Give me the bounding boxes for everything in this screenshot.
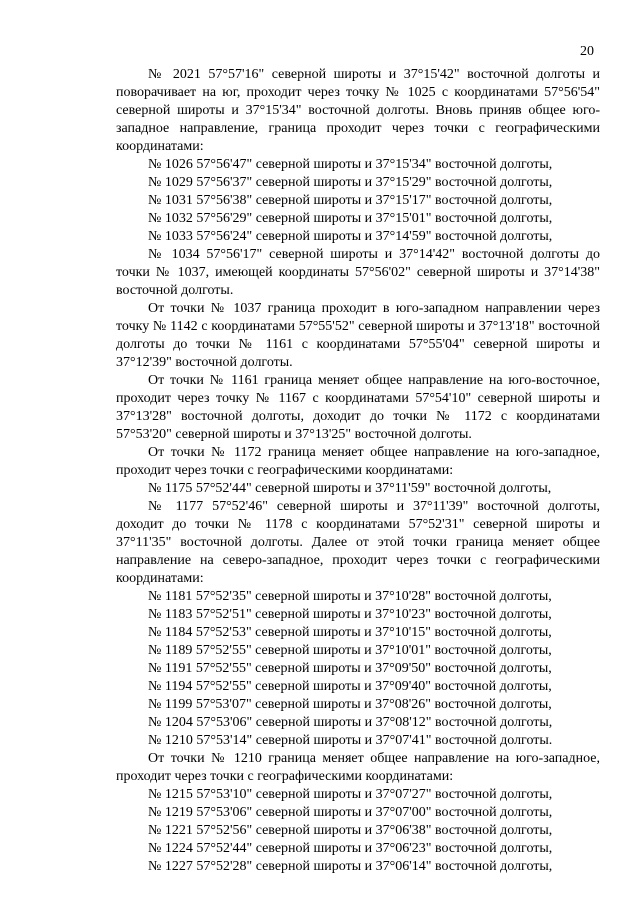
paragraph: № 1032 57°56'29" северной широты и 37°15'01" восточной долготы, bbox=[148, 211, 553, 226]
paragraph: № 1191 57°52'55" северной широты и 37°09'50" восточной долготы, bbox=[148, 661, 552, 676]
paragraph: № 1204 57°53'06" северной широты и 37°08'12" восточной долготы, bbox=[148, 715, 553, 730]
paragraph: № 1183 57°52'51" северной широты и 37°10'23" восточной долготы, bbox=[148, 607, 552, 622]
paragraph: № 1175 57°52'44" северной широты и 37°11'59" восточной долготы, bbox=[148, 481, 552, 496]
paragraph: № 1194 57°52'55" северной широты и 37°09'40" восточной долготы, bbox=[148, 679, 552, 694]
paragraph: № 1033 57°56'24" северной широты и 37°14'59" восточной долготы, bbox=[148, 229, 553, 244]
paragraph: № 1224 57°52'44" северной широты и 37°06'23" восточной долготы, bbox=[148, 841, 553, 856]
paragraph: № 1215 57°53'10" северной широты и 37°07'27" восточной долготы, bbox=[148, 787, 553, 802]
paragraph: № 1031 57°56'38" северной широты и 37°15'17" восточной долготы, bbox=[148, 193, 553, 208]
paragraph: От точки № 1037 граница проходит в юго-западном направлении через точку № 1142 с координатами 57°55'52" северной широты и 37°13'18" восточной долготы до точки № 1161 с координатами 57°55'04" северной широты и 37°12'39" восточной долготы. bbox=[116, 301, 600, 370]
document-body bbox=[116, 66, 600, 876]
paragraph: № 2021 57°57'16" северной широты и 37°15'42" восточной долготы и поворачивает на юг, проходит через точку № 1025 с координатами 57°56'54" северной широты и 37°15'34" восточной долготы. Вновь приняв общее юго-западное направление, граница проходит через точки с географическими координатами: bbox=[116, 67, 600, 154]
paragraph: № 1227 57°52'28" северной широты и 37°06'14" восточной долготы, bbox=[148, 859, 553, 874]
paragraph: От точки № 1210 граница меняет общее направление на юго-западное, проходит через точки с географическими координатами: bbox=[116, 751, 600, 784]
paragraph: № 1034 57°56'17" северной широты и 37°14'42" восточной долготы до точки № 1037, имеющей координаты 57°56'02" северной широты и 37°14'38" восточной долготы. bbox=[116, 247, 600, 298]
paragraph: От точки № 1161 граница меняет общее направление на юго-восточное, проходит через точку № 1167 с координатами 57°54'10" северной широты и 37°13'28" восточной долготы, доходит до точки № 1172 с координатами 57°53'20" северной широты и 37°13'25" восточной долготы. bbox=[116, 373, 600, 442]
paragraph: № 1177 57°52'46" северной широты и 37°11'39" восточной долготы, доходит до точки № 1178 с координатами 57°52'31" северной широты и 37°11'35" восточной долготы. Далее от этой точки граница меняет общее направление на северо-западное, проходит через точки с географическими координатами: bbox=[116, 499, 600, 586]
paragraph: № 1181 57°52'35" северной широты и 37°10'28" восточной долготы, bbox=[148, 589, 552, 604]
paragraph: № 1210 57°53'14" северной широты и 37°07'41" восточной долготы. bbox=[148, 733, 553, 748]
paragraph: № 1184 57°52'53" северной широты и 37°10'15" восточной долготы, bbox=[148, 625, 552, 640]
paragraph: № 1199 57°53'07" северной широты и 37°08'26" восточной долготы, bbox=[148, 697, 552, 712]
paragraph: № 1189 57°52'55" северной широты и 37°10'01" восточной долготы, bbox=[148, 643, 552, 658]
page-number: 20 bbox=[580, 44, 594, 59]
paragraph: № 1219 57°53'06" северной широты и 37°07'00" восточной долготы, bbox=[148, 805, 553, 820]
paragraph: № 1029 57°56'37" северной широты и 37°15'29" восточной долготы, bbox=[148, 175, 553, 190]
paragraph: № 1026 57°56'47" северной широты и 37°15'34" восточной долготы, bbox=[148, 157, 553, 172]
paragraph: От точки № 1172 граница меняет общее направление на юго-западное, проходит через точки с географическими координатами: bbox=[116, 445, 600, 478]
paragraph: № 1221 57°52'56" северной широты и 37°06'38" восточной долготы, bbox=[148, 823, 553, 838]
